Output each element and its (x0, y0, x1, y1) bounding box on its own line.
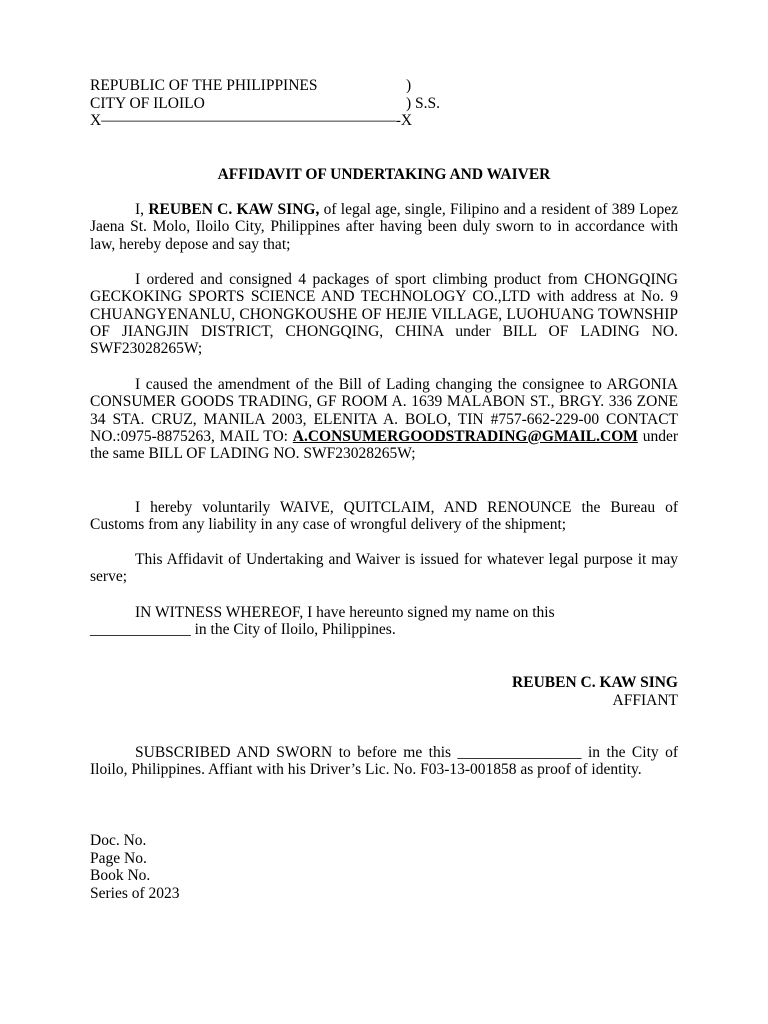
notary-page-no: Page No. (90, 849, 147, 867)
para2-text: I ordered and consigned 4 packages of sport climbing product from CHONGQING GECKOKING SPORTS SCIENCE AND TECHNOLOGY CO.,LTD with address at No. 9 CHUANGYENANLU, CHONGKOUSHE OF HEJIE VILLAGE, LUOHUANG TOWNSHIP OF JIANGJIN DISTRICT, CHONGQING, CHINA under BILL OF LADING NO. SWF23028265W; (90, 271, 678, 358)
document-title: AFFIDAVIT OF UNDERTAKING AND WAIVER (217, 166, 551, 183)
notary-series: Series of 2023 (90, 884, 180, 902)
paragraph-affiant (90, 201, 678, 253)
notary-book-no: Book No. (90, 867, 151, 884)
para6-line1: IN WITNESS WHEREOF, I have hereunto signed my name on this (135, 604, 555, 621)
paragraph-purpose (90, 551, 678, 586)
venue-separator: X———————————————————-X (90, 112, 413, 129)
para1-rest: of legal age, single, Filipino and a resident of 389 Lopez Jaena St. Molo, Iloilo City, Philippines after having been duly sworn to in accordance with law, hereby depose and say that; (90, 201, 678, 253)
affiant-name-inline: REUBEN C. KAW SING, (148, 201, 320, 218)
paragraph-waiver (90, 499, 678, 534)
para3-text: I caused the amendment of the Bill of Lading changing the consignee to ARGONIA CONSUMER GOODS TRADING, GF ROOM A. 1639 MALABON ST., BRGY. 336 ZONE 34 STA. CRUZ, MANILA 2003, ELENITA A. BOLO, TIN #757-662-229-00 CONTACT NO.:0975-8875263, MAIL TO: (90, 376, 678, 445)
paragraph-jurat (90, 744, 678, 779)
para4-text: I hereby voluntarily WAIVE, QUITCLAIM, AND RENOUNCE the Bureau of Customs from any liability in any case of wrongful delivery of the shipment; (90, 499, 678, 534)
para6-line2: _____________ in the City of Iloilo, Philippines. (90, 621, 396, 639)
para5-text: This Affidavit of Undertaking and Waiver is issued for whatever legal purpose it may serve; (90, 551, 678, 586)
venue-block (90, 77, 441, 130)
venue-row-1 (90, 77, 430, 95)
affiant-label: AFFIANT (612, 691, 678, 709)
paragraph-witness (90, 604, 678, 639)
para3-after: under the same BILL OF LADING NO. SWF23028265W; (90, 427, 679, 463)
venue-paren-1: ) (406, 77, 412, 94)
affiant-signature-name: REUBEN C. KAW SING (512, 674, 678, 691)
consignee-email-link[interactable]: A.CONSUMERGOODSTRADING@GMAIL.COM (292, 427, 638, 445)
signature-block (512, 674, 678, 709)
paragraph-amendment (90, 376, 678, 462)
notary-block (90, 832, 180, 902)
notary-doc-no: Doc. No. (90, 832, 147, 849)
para7-text: SUBSCRIBED AND SWORN to before me this ________________ in the City of Iloilo, Philippines. Affiant with his Driver’s Lic. No. F03-13-001858 as proof of identity. (90, 744, 678, 779)
venue-city: CITY OF ILOILO (90, 94, 205, 112)
para1-prefix: I, (135, 201, 149, 218)
paragraph-order (90, 271, 678, 357)
venue-republic: REPUBLIC OF THE PHILIPPINES (90, 77, 318, 94)
venue-ss: ) S.S. (406, 94, 441, 112)
venue-row-2 (90, 94, 441, 113)
